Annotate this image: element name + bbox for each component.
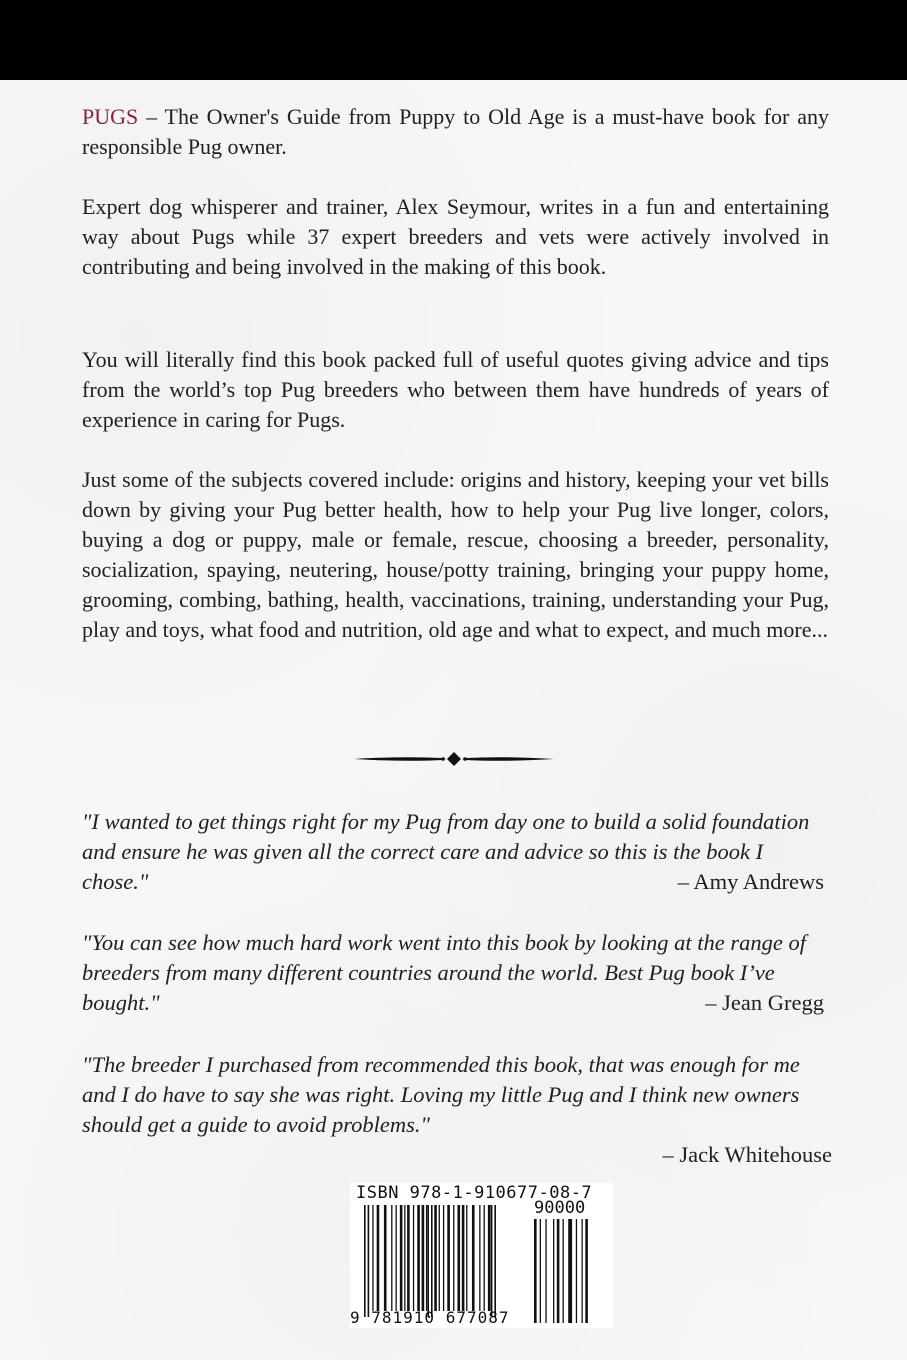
testimonial-1 — [82, 807, 832, 897]
barcode-addon-bar — [582, 1219, 583, 1323]
barcode-guard-bar — [364, 1205, 366, 1317]
barcode-guard-bar — [368, 1205, 370, 1317]
barcode-bar — [422, 1205, 425, 1311]
barcode-addon-bar — [540, 1219, 541, 1323]
barcode-bar — [391, 1205, 392, 1311]
testimonial-3 — [82, 1050, 832, 1170]
ean-digits: 9 781910 677087 — [350, 1308, 510, 1327]
barcode-addon-bar — [563, 1219, 564, 1323]
barcode-bar — [453, 1205, 454, 1311]
barcode-bar — [404, 1205, 405, 1311]
barcode-bar — [377, 1205, 380, 1311]
barcode-bar — [417, 1205, 420, 1311]
barcode-guard-bar — [431, 1205, 433, 1317]
barcode-bar — [466, 1205, 467, 1311]
price-code: 90000 — [534, 1198, 586, 1218]
pugs-title: PUGS — [82, 104, 139, 129]
barcode-bar — [426, 1205, 427, 1311]
testimonial-1-author: – Amy Andrews — [677, 869, 824, 894]
isbn-label: ISBN 978-1-910677-08-7 — [356, 1183, 593, 1203]
barcode-guard-bar — [494, 1205, 496, 1317]
barcode-addon-bar — [568, 1219, 572, 1323]
barcode-guard-bar — [427, 1205, 429, 1317]
barcode-bar — [407, 1205, 410, 1311]
barcode-bar — [472, 1205, 475, 1311]
blurb-paragraph-2: Expert dog whisperer and trainer, Alex Seymour, writes in a fun and entertaining way about Pugs while 37 expert breeders and vets were actively involved in contributing and being involved in the making of this book. — [82, 194, 829, 279]
testimonial-3-text: "The breeder I purchased from recommended this book, that was enough for me and I do have to say she was right. Loving my little Pug and I think new owners should get a guide to avoid problems." — [82, 1052, 800, 1137]
blurb-paragraph-1 — [82, 102, 829, 162]
barcode-guard-bar — [491, 1205, 493, 1317]
barcode-bar — [434, 1205, 437, 1311]
blurb-paragraph-1-text: – The Owner's Guide from Puppy to Old Age is a must-have book for any responsible Pug owner. — [82, 104, 829, 159]
barcode-addon-bar — [545, 1219, 546, 1323]
barcode-bar — [484, 1205, 485, 1311]
testimonial-3-author: – Jack Whitehouse — [662, 1142, 832, 1167]
barcode-addon-bar — [576, 1219, 577, 1323]
barcode-addon-bar — [553, 1219, 554, 1323]
testimonial-2-text: "You can see how much hard work went into this book by looking at the range of breeders from many different countries around the world. Best Pug book I’ve bought." — [82, 930, 806, 1015]
barcode-bar — [488, 1205, 491, 1311]
barcode-bar — [400, 1205, 403, 1311]
divider-ornament-icon — [354, 747, 554, 771]
blurb-paragraph-3: You will literally find this book packed full of useful quotes giving advice and tips from the world’s top Pug breeders who between them have hundreds of years of experience in caring for Pugs. — [82, 347, 829, 432]
barcode-bar — [413, 1205, 414, 1311]
testimonial-2-author: – Jean Gregg — [705, 990, 824, 1015]
barcode-addon-bar — [557, 1219, 560, 1323]
barcode-bar — [457, 1205, 460, 1311]
barcode-bar — [462, 1205, 465, 1311]
barcode-bars-icon — [350, 1183, 613, 1328]
barcode-bar — [447, 1205, 450, 1311]
testimonial-2 — [82, 928, 832, 1018]
barcode-addon-bar — [534, 1219, 537, 1323]
top-black-band — [0, 0, 907, 80]
blurb-paragraph-4: Just some of the subjects covered include: origins and history, keeping your vet bills down by giving your Pug better health, how to help your Pug live longer, colors, buying a dog or puppy, male or female, rescue, choosing a breeder, personality, socialization, spaying, neutering, house/potty training, bringing your puppy home, grooming, combing, bathing, health, vaccinations, training, understanding your Pug, play and toys, what food and nutrition, old age and what to expect, and much more... — [82, 467, 829, 642]
barcode-bar — [443, 1205, 444, 1311]
barcode-bar — [479, 1205, 480, 1311]
barcode-bar — [384, 1205, 387, 1311]
barcode-bar — [396, 1205, 397, 1311]
barcode-addon-bar — [585, 1219, 588, 1323]
barcode-bar — [439, 1205, 440, 1311]
barcode-bar — [372, 1205, 373, 1311]
isbn-barcode — [350, 1183, 613, 1328]
testimonial-1-text: "I wanted to get things right for my Pug from day one to build a solid foundation and ensure he was given all the correct care and advice so this is the book I chose." — [82, 809, 810, 894]
